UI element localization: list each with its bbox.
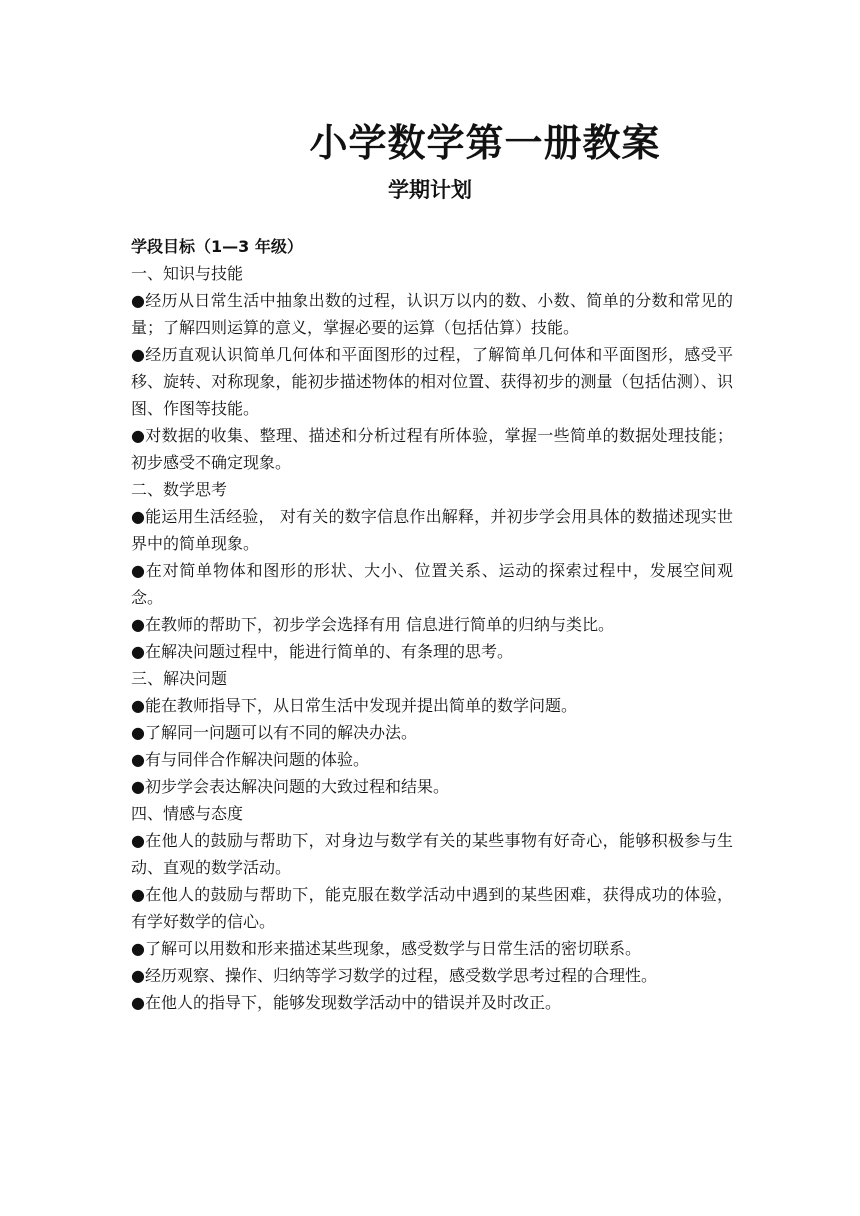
bullet-item: ● 了解同一问题可以有不同的解决办法。 [131,719,733,746]
section-heading: 一、知识与技能 [131,264,244,283]
bullet-item: ● 经历直观认识简单几何体和平面图形的过程，了解简单几何体和平面图形，感受平移、旋转、对称现象，能初步描述物体的相对位置、获得初步的测量（包括估测）、识图、作图等技能。 [131,341,733,422]
bullet-item: ● 初步学会表达解决问题的大致过程和结果。 [131,773,733,800]
document-title: 小学数学第一册教案 [309,121,661,165]
bullet-item: ● 在解决问题过程中，能进行简单的、有条理的思考。 [131,638,733,665]
bullet-item: ● 了解可以用数和形来描述某些现象，感受数学与日常生活的密切联系。 [131,935,733,962]
bullet-item: ● 在对简单物体和图形的形状、大小、位置关系、运动的探索过程中，发展空间观念。 [131,557,733,611]
bullet-item: ● 经历从日常生活中抽象出数的过程，认识万以内的数、小数、简单的分数和常见的量；了解四则运算的意义，掌握必要的运算（包括估算）技能。 [131,287,733,341]
bullet-item: ● 在教师的帮助下，初步学会选择有用 信息进行简单的归纳与类比。 [131,611,733,638]
document-subtitle: 学期计划 [388,178,472,202]
bullet-item: ● 能运用生活经验， 对有关的数字信息作出解释，并初步学会用具体的数描述现实世界中的简单现象。 [131,503,733,557]
document-body [131,233,733,1016]
section-heading: 二、数学思考 [131,480,228,499]
bullet-item: ● 在他人的指导下，能够发现数学活动中的错误并及时改正。 [131,989,733,1016]
bullet-item: ● 经历观察、操作、归纳等学习数学的过程，感受数学思考过程的合理性。 [131,962,733,989]
section-heading: 三、解决问题 [131,669,228,688]
section-heading: 四、情感与态度 [131,804,244,823]
bullet-item: ● 在他人的鼓励与帮助下，对身边与数学有关的某些事物有好奇心，能够积极参与生动、直观的数学活动。 [131,827,733,881]
bullet-item: ● 有与同伴合作解决问题的体验。 [131,746,733,773]
bullet-item: ● 能在教师指导下，从日常生活中发现并提出简单的数学问题。 [131,692,733,719]
stage-heading: 学段目标（1—3 年级） [131,237,303,256]
bullet-item: ● 对数据的收集、整理、描述和分析过程有所体验，掌握一些简单的数据处理技能；初步感受不确定现象。 [131,422,733,476]
bullet-item: ● 在他人的鼓励与帮助下，能克服在数学活动中遇到的某些困难，获得成功的体验，有学好数学的信心。 [131,881,733,935]
